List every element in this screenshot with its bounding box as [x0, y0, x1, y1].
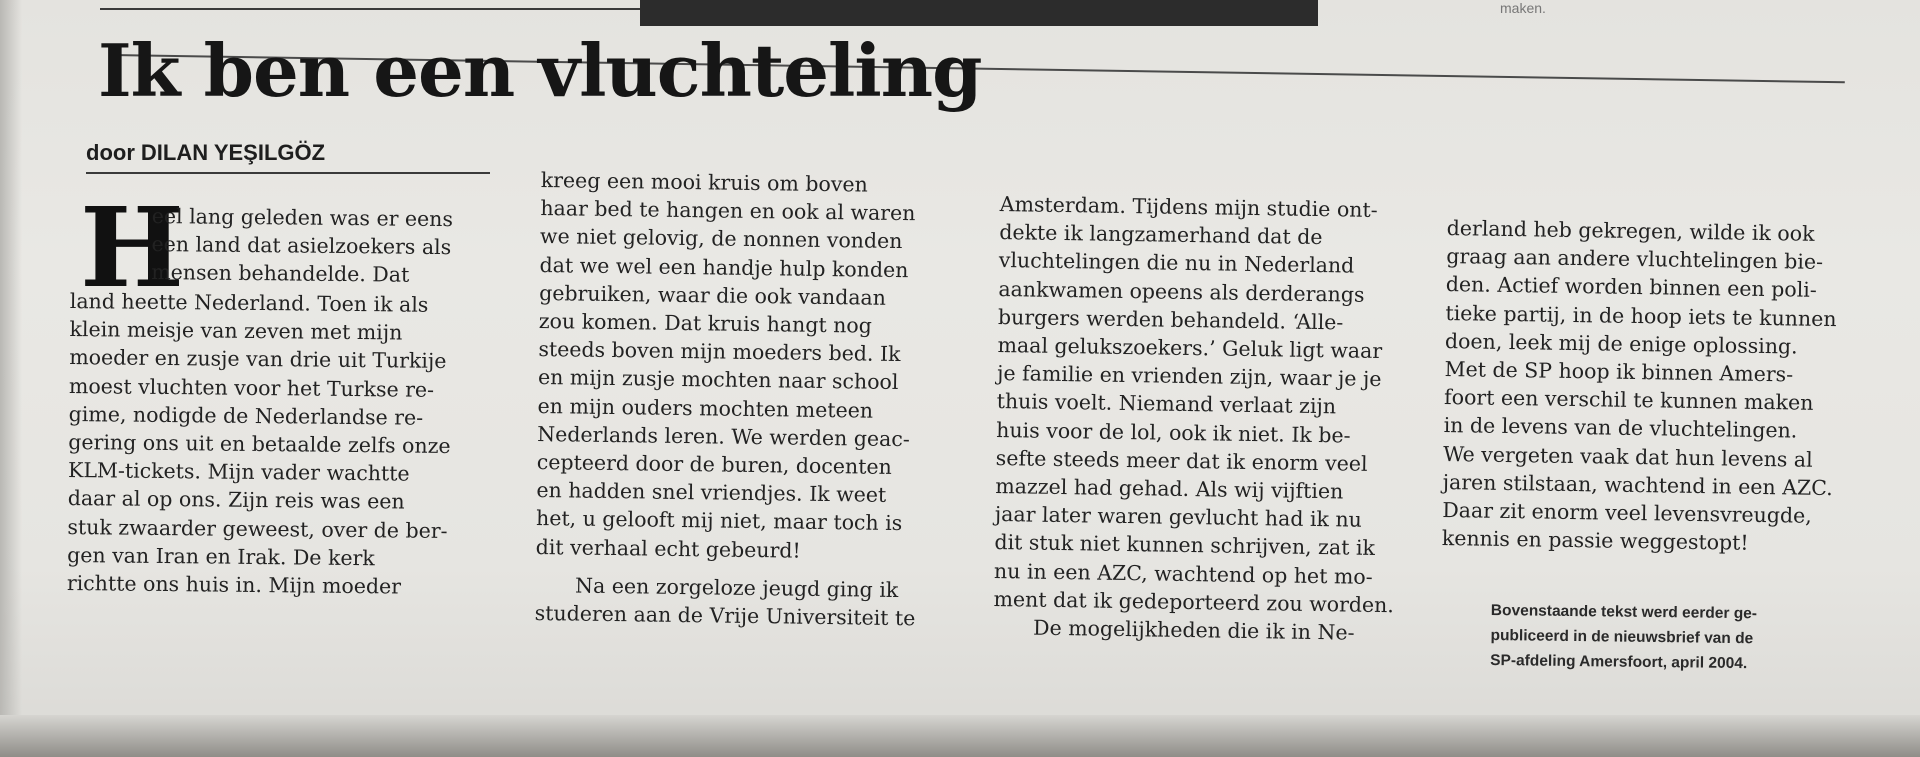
column-1-dropcap-lines	[151, 202, 512, 290]
text-line: maal gelukszoekers.’ Geluk ligt waar	[997, 332, 1383, 364]
text-line: kreeg een mooi kruis om boven	[540, 167, 868, 197]
text-line: tieke partij, in de hoop iets te kunnen	[1445, 300, 1837, 331]
text-line: en mijn ouders mochten meteen	[537, 393, 874, 423]
text-line: thuis voelt. Niemand verlaat zijn	[996, 389, 1337, 419]
text-line: land heette Nederland. Toen ik als	[69, 288, 429, 317]
text-line: derland heb gekregen, wilde ik ook	[1446, 215, 1815, 246]
text-line: jaren stilstaan, wachtend in een AZC.	[1442, 469, 1833, 500]
text-line: dit stuk niet kunnen schrijven, zat ik	[994, 530, 1376, 561]
text-line: haar bed te hangen en ook al waren	[540, 196, 916, 226]
text-line: den. Actief worden binnen een poli-	[1445, 272, 1817, 303]
page-bottom-shadow	[0, 715, 1920, 757]
top-corner-text: maken.	[1500, 0, 1546, 16]
column-3	[993, 190, 1420, 648]
text-line: het, u gelooft mij niet, maar toch is	[535, 506, 903, 536]
text-line: cepteerd door de buren, docenten	[536, 450, 892, 479]
credit-line: Bovenstaande tekst werd eerder ge-	[1490, 601, 1758, 623]
text-line: jaar later waren gevlucht had ik nu	[994, 502, 1363, 532]
text-line: gering ons uit en betaalde zelfs onze	[68, 430, 451, 459]
text-line: we niet gelovig, de nonnen vonden	[539, 224, 903, 254]
byline	[86, 140, 490, 174]
column-2	[535, 166, 961, 633]
top-photo-edge	[640, 0, 1318, 26]
text-line: De mogelijkheden die ik in Ne-	[1032, 615, 1355, 645]
text-line: studeren aan de Vrije Universiteit te	[534, 601, 916, 631]
text-line: mensen behandelde. Dat	[151, 260, 410, 288]
column-1	[67, 287, 510, 602]
credit-line: publiceerd in de nieuwsbrief van de	[1490, 626, 1754, 648]
text-line: kennis en passie weggestopt!	[1441, 526, 1749, 556]
byline-prefix: door	[86, 140, 135, 165]
text-line: gen van Iran en Irak. De kerk	[67, 542, 375, 571]
text-line: KLM-tickets. Mijn vader wachtte	[67, 458, 410, 486]
publication-credit	[1490, 598, 1901, 678]
top-rule	[100, 8, 640, 10]
text-line: en mijn zusje mochten naar school	[537, 365, 899, 395]
text-line: dit verhaal echt gebeurd!	[535, 534, 801, 563]
text-line: aankwamen opeens als derderangs	[998, 276, 1365, 307]
text-line: ment dat ik gedeporteerd zou worden.	[993, 586, 1395, 618]
text-line: in de levens van de vluchtelingen.	[1443, 413, 1798, 443]
text-line: mazzel had gehad. Als wij vijftien	[995, 473, 1344, 504]
text-line: Nederlands leren. We werden geac-	[537, 421, 910, 452]
article-headline: Ik ben een vluchteling	[98, 28, 982, 113]
text-line: stuk zwaarder geweest, over de ber-	[67, 514, 448, 543]
text-line: huis voor de lol, ook ik niet. Ik be-	[996, 417, 1351, 448]
text-line: We vergeten vaak dat hun levens al	[1443, 441, 1813, 472]
text-line: een land dat asielzoekers als	[151, 232, 452, 260]
text-line: nu in een AZC, wachtend op het mo-	[993, 558, 1373, 589]
text-line: Na een zorgeloze jeugd ging ik	[574, 573, 899, 602]
text-line: vluchtelingen die nu in Nederland	[998, 248, 1355, 278]
text-line: en hadden snel vriendjes. Ik weet	[536, 478, 887, 508]
credit-line: SP-afdeling Amersfoort, april 2004.	[1490, 651, 1748, 673]
text-line: je familie en vrienden zijn, waar je je	[996, 361, 1382, 392]
text-line: daar al op ons. Zijn reis was een	[67, 486, 405, 514]
text-line: foort een verschil te kunnen maken	[1443, 385, 1814, 415]
text-line: graag aan andere vluchtelingen bie-	[1446, 244, 1824, 275]
column-4	[1442, 214, 1877, 559]
text-line: dat we wel een handje hulp konden	[539, 252, 909, 282]
drop-cap: H	[80, 183, 184, 312]
text-line: klein meisje van zeven met mijn	[69, 317, 403, 345]
text-line: moeder en zusje van drie uit Turkije	[69, 345, 447, 374]
text-line: gebruiken, waar die ook vandaan	[539, 280, 887, 310]
text-line: eel lang geleden was er eens	[151, 203, 454, 232]
text-line: gime, nodigde de Nederlandse re-	[68, 401, 424, 430]
text-line: zou komen. Dat kruis hangt nog	[538, 309, 873, 338]
text-line: Amsterdam. Tijdens mijn studie ont-	[999, 191, 1378, 222]
text-line: Met de SP hoop ik binnen Amers-	[1444, 356, 1794, 387]
text-line: steeds boven mijn moeders bed. Ik	[538, 337, 901, 367]
page-fold-shadow	[0, 0, 22, 757]
text-line: burgers werden behandeld. ‘Alle-	[997, 304, 1344, 335]
text-line: dekte ik langzamerhand dat de	[999, 220, 1323, 250]
text-line: Daar zit enorm veel levensvreugde,	[1442, 497, 1812, 528]
text-line: doen, leek mij de enige oplossing.	[1444, 328, 1798, 359]
text-line: moest vluchten voor het Turkse re-	[68, 373, 435, 402]
text-line: sefte steeds meer dat ik enorm veel	[995, 445, 1368, 476]
byline-author: DILAN YEŞILGÖZ	[140, 140, 326, 165]
text-line: richtte ons huis in. Mijn moeder	[66, 571, 402, 599]
